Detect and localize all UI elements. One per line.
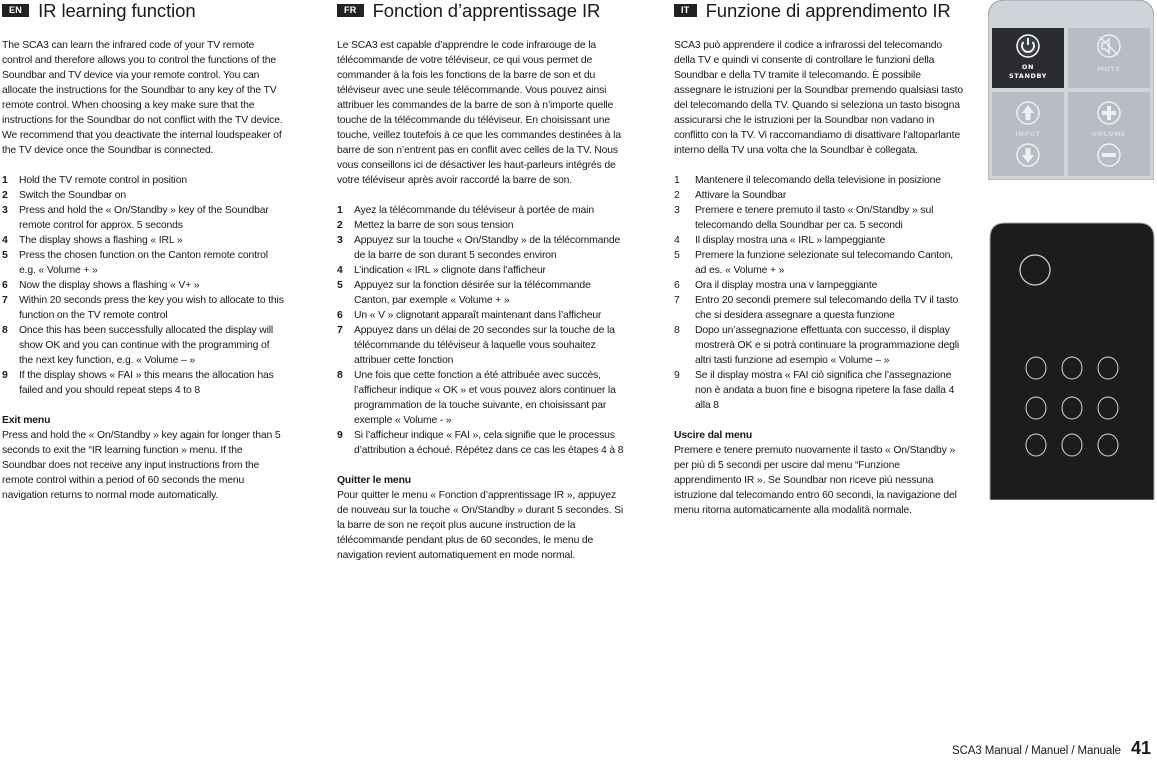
step-number: 8 bbox=[674, 325, 680, 336]
standby-label: STANDBY bbox=[1009, 72, 1047, 80]
step-text: Appuyez dans un délai de 20 secondes sur la touche de la télécommande du téléviseur à laquelle vous souhaitez attribuer cette fonction bbox=[354, 325, 615, 366]
intro-paragraph-fr: Le SCA3 est capable d’apprendre le code infrarouge de la télécommande de votre téléviseur, ce qui vous permet de commander à la fois les fonctions de la barre de son et du téléviseur avec une seule télécommande. Vous pouvez ainsi attribuer les commandes de la barre de son à n’importe quelle touche de la télécommande du téléviseur. En choisissant une touche, veillez toutefois à ce que les commandes destinées à la barre de son n’entrent pas en conflit avec celles de la TV. Nous vous conseillons ici de désactiver les haut-parleurs intégrés de votre téléviseur après avoir raccordé la barre de son. bbox=[337, 40, 621, 186]
step-item bbox=[2, 278, 286, 293]
manual-title: SCA3 Manual / Manuel / Manuale bbox=[952, 745, 1121, 757]
step-item bbox=[337, 308, 627, 323]
step-number: 3 bbox=[337, 235, 343, 246]
step-number: 8 bbox=[337, 370, 343, 381]
step-item bbox=[337, 323, 627, 368]
step-number: 5 bbox=[337, 280, 343, 291]
french-column bbox=[337, 0, 627, 563]
step-text: Un « V » clignotant apparaît maintenant dans l’afficheur bbox=[354, 310, 602, 321]
step-number: 6 bbox=[337, 310, 343, 321]
steps-list-it bbox=[674, 173, 964, 413]
italian-column bbox=[674, 0, 964, 518]
step-number: 4 bbox=[2, 235, 8, 246]
heading-title-it: Funzione di apprendimento IR bbox=[705, 0, 951, 21]
step-text: Hold the TV remote control in position bbox=[19, 175, 187, 186]
step-item bbox=[2, 323, 286, 368]
section-heading-en bbox=[2, 0, 286, 20]
step-item bbox=[2, 173, 286, 188]
step-number: 2 bbox=[2, 190, 8, 201]
step-item bbox=[674, 203, 964, 233]
tv-remote-body bbox=[990, 223, 1154, 500]
step-number: 6 bbox=[674, 280, 680, 291]
heading-title-en: IR learning function bbox=[38, 0, 196, 21]
step-number: 5 bbox=[674, 250, 680, 261]
step-text: Attivare la Soundbar bbox=[695, 190, 787, 201]
tv-power-button bbox=[1020, 255, 1050, 285]
step-item bbox=[2, 368, 286, 398]
step-number: 9 bbox=[337, 430, 343, 441]
step-item bbox=[337, 278, 627, 308]
step-item bbox=[674, 323, 964, 368]
step-item bbox=[674, 368, 964, 413]
language-badge-fr: FR bbox=[337, 4, 364, 17]
exit-paragraph-fr: Pour quitter le menu « Fonction d’apprentissage IR », appuyez de nouveau sur la touche « On/Standby » durant 5 secondes. Si la barre de son ne reçoit plus aucune instruction de la télécommande pendant plus de 60 secondes, le menu de navigation revient automatiquement en mode normal. bbox=[337, 490, 624, 561]
step-item bbox=[674, 278, 964, 293]
step-text: Press and hold the « On/Standby » key of the Soundbar remote control for approx. 5 seconds bbox=[19, 205, 269, 231]
steps-list-fr bbox=[337, 203, 627, 458]
step-number: 1 bbox=[2, 175, 8, 186]
step-text: Se il display mostra « FAI ciò significa che l’assegnazione non è andata a buon fine e bisogna ripetere la fase dalla 4 alla 8 bbox=[695, 370, 955, 411]
step-number: 7 bbox=[674, 295, 680, 306]
step-number: 9 bbox=[674, 370, 680, 381]
step-item bbox=[337, 203, 627, 218]
step-text: Ora il display mostra una v lampeggiante bbox=[695, 280, 878, 291]
step-text: If the display shows « FAI » this means the allocation has failed and you should repeat steps 4 to 8 bbox=[19, 370, 274, 396]
step-item bbox=[674, 173, 964, 188]
step-item bbox=[337, 368, 627, 428]
section-heading-it bbox=[674, 0, 964, 20]
step-item bbox=[337, 218, 627, 233]
step-text: Press the chosen function on the Canton remote control e.g. « Volume + » bbox=[19, 250, 268, 276]
page-footer bbox=[952, 738, 1151, 759]
step-text: Switch the Soundbar on bbox=[19, 190, 127, 201]
language-badge-en: EN bbox=[2, 4, 29, 17]
step-item bbox=[674, 233, 964, 248]
step-text: Appuyez sur la fonction désirée sur la télécommande Canton, par exemple « Volume + » bbox=[354, 280, 591, 306]
power-icon bbox=[1017, 35, 1039, 57]
mute-key bbox=[1068, 28, 1150, 88]
step-number: 3 bbox=[2, 205, 8, 216]
input-label: INPUT bbox=[1015, 130, 1041, 138]
step-text: Now the display shows a flashing « V+ » bbox=[19, 280, 200, 291]
exit-paragraph-it: Premere e tenere premuto nuovamente il tasto « On/Standby » per più di 5 secondi per uscire dal menu “Funzione apprendimento IR ». Se Soundbar non riceve più nessuna istruzione dal telecomando entro 60 secondi, la navigazione del menu ritorna automaticamente alla modalità normale. bbox=[674, 445, 957, 516]
step-text: Il display mostra una « IRL » lampeggiante bbox=[695, 235, 886, 246]
step-item bbox=[674, 248, 964, 278]
step-number: 9 bbox=[2, 370, 8, 381]
step-item bbox=[337, 263, 627, 278]
step-item bbox=[2, 293, 286, 323]
exit-heading-fr: Quitter le menu bbox=[337, 475, 411, 486]
step-text: Dopo un’assegnazione effettuata con successo, il display mostrerà OK e si potrà continuare la programmazione degli altri tasti funzione ad esempio « Volume – » bbox=[695, 325, 960, 366]
step-item bbox=[337, 428, 627, 458]
exit-paragraph-en: Press and hold the « On/Standby » key again for longer than 5 seconds to exit the “IR learning function » menu. If the Soundbar does not receive any input instructions from the remote control within a period of 60 seconds the menu navigation returns to normal mode automatically. bbox=[2, 430, 281, 501]
step-item bbox=[2, 188, 286, 203]
intro-paragraph-en: The SCA3 can learn the infrared code of your TV remote control and therefore allows you to control the functions of the Soundbar and TV device via your remote control. You can allocate the instructions for the Soundbar to any key of the TV remote control. When choosing a key make sure that the instructions for the Soundbar do not conflict with the TV device. We recommend that you deactivate the internal loudspeaker of the TV device once the Soundbar is connected. bbox=[2, 40, 283, 156]
step-item bbox=[674, 188, 964, 203]
step-number: 7 bbox=[2, 295, 8, 306]
step-text: Premere la funzione selezionate sul telecomando Canton, ad es. « Volume + » bbox=[695, 250, 954, 276]
step-text: Mantenere il telecomando della televisione in posizione bbox=[695, 175, 941, 186]
language-badge-it: IT bbox=[674, 4, 697, 17]
step-number: 4 bbox=[674, 235, 680, 246]
step-item bbox=[337, 233, 627, 263]
heading-title-fr: Fonction d’apprentissage IR bbox=[372, 0, 601, 21]
step-text: L’indication « IRL » clignote dans l’afficheur bbox=[354, 265, 546, 276]
step-item bbox=[2, 233, 286, 248]
page-number: 41 bbox=[1130, 738, 1151, 758]
step-text: Mettez la barre de son sous tension bbox=[354, 220, 514, 231]
step-number: 5 bbox=[2, 250, 8, 261]
step-number: 1 bbox=[337, 205, 343, 216]
step-text: Appuyez sur la touche « On/Standby » de la télécommande de la barre de son durant 5 secondes environ bbox=[354, 235, 621, 261]
step-text: Si l’afficheur indique « FAI », cela signifie que le processus d’attribution a échoué. Répétez dans ce cas les étapes 4 à 8 bbox=[354, 430, 624, 456]
intro-paragraph-it: SCA3 può apprendere il codice a infrarossi del telecomando della TV e quindi vi consente di controllare le funzioni della Soundbar e della TV tramite il telecomando. È possibile assegnare le istruzioni per la Soundbar premendo qualsiasi tasto del telecomando della TV. Quando si seleziona un tasto bisogna assicurarsi che le istruzioni per la Soundbar non vadano in conflitto con la TV. Vi raccomandiamo di disattivare l’altoparlante interno della TV una volta che la Soundbar è collegata. bbox=[674, 40, 964, 156]
step-item bbox=[674, 293, 964, 323]
step-number: 8 bbox=[2, 325, 8, 336]
step-number: 7 bbox=[337, 325, 343, 336]
step-number: 6 bbox=[2, 280, 8, 291]
step-text: Une fois que cette fonction a été attribuée avec succès, l’afficheur indique « OK » et vous pouvez alors continuer la programmation de la touche suivante, en choisissant par exemple « Volume - » bbox=[354, 370, 616, 426]
step-number: 2 bbox=[337, 220, 343, 231]
step-number: 3 bbox=[674, 205, 680, 216]
step-item bbox=[2, 203, 286, 233]
soundbar-remote-illustration bbox=[988, 0, 1154, 180]
step-item bbox=[2, 248, 286, 278]
exit-heading-en: Exit menu bbox=[2, 415, 51, 426]
steps-list-en bbox=[2, 173, 286, 398]
exit-heading-it: Uscire dal menu bbox=[674, 430, 753, 441]
english-column bbox=[2, 0, 286, 503]
step-number: 4 bbox=[337, 265, 343, 276]
step-text: Ayez la télécommande du téléviseur à portée de main bbox=[354, 205, 594, 216]
step-text: Once this has been successfully allocated the display will show OK and you can continue with the programming of the next key function, e.g. « Volume – » bbox=[19, 325, 274, 366]
step-text: Premere e tenere premuto il tasto « On/Standby » sul telecomando della Soundbar per ca. 5 secondi bbox=[695, 205, 934, 231]
volume-label: VOLUME bbox=[1091, 130, 1127, 138]
step-number: 1 bbox=[674, 175, 680, 186]
mute-label: MUTE bbox=[1097, 65, 1121, 73]
step-text: Entro 20 secondi premere sul telecomando della TV il tasto che si desidera assegnare a questa funzione bbox=[695, 295, 959, 321]
step-number: 2 bbox=[674, 190, 680, 201]
on-label: ON bbox=[1021, 63, 1035, 71]
step-text: The display shows a flashing « IRL » bbox=[19, 235, 183, 246]
tv-remote-illustration bbox=[989, 222, 1155, 500]
step-text: Within 20 seconds press the key you wish to allocate to this function on the TV remote control bbox=[19, 295, 284, 321]
section-heading-fr bbox=[337, 0, 627, 20]
